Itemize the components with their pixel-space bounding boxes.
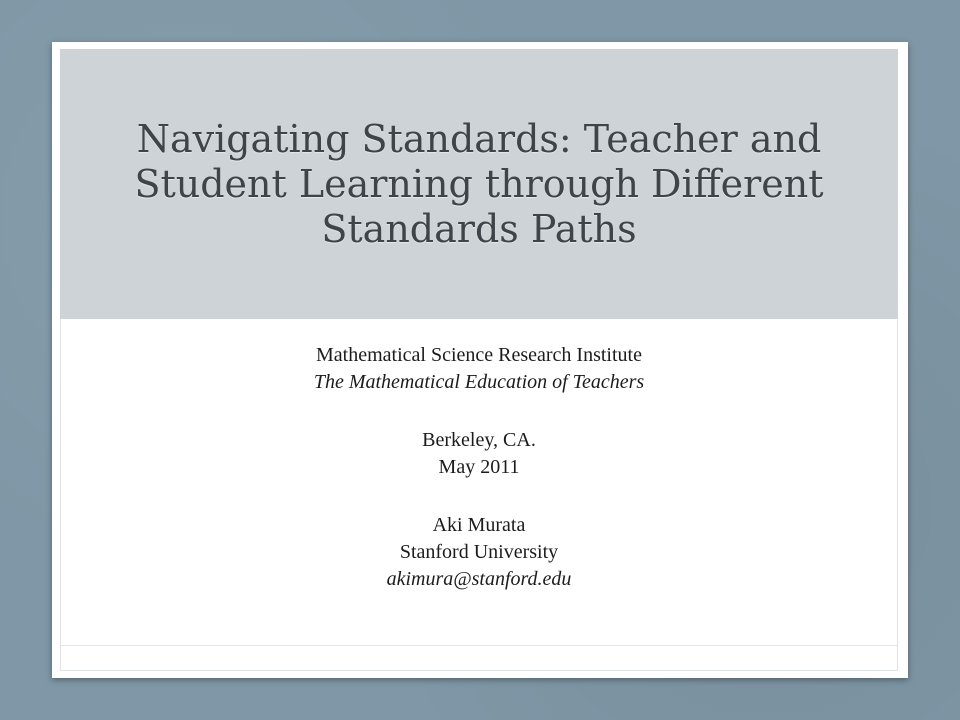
affiliation: Stanford University <box>399 541 559 563</box>
program-name: The Mathematical Education of Teachers <box>313 371 645 393</box>
slide-title: Navigating Standards: Teacher and Student Learning through Different Standards Paths <box>134 116 824 251</box>
spacer <box>60 396 898 427</box>
date: May 2011 <box>438 456 520 478</box>
spacer <box>60 481 898 512</box>
location: Berkeley, CA. <box>422 429 536 451</box>
institute-name: Mathematical Science Research Institute <box>316 344 642 366</box>
email-address: akimura@stanford.edu <box>386 568 572 590</box>
slide-body <box>60 342 898 593</box>
slide <box>52 42 908 678</box>
footer-divider <box>60 645 898 646</box>
author-name: Aki Murata <box>432 514 526 536</box>
title-band <box>60 49 898 319</box>
